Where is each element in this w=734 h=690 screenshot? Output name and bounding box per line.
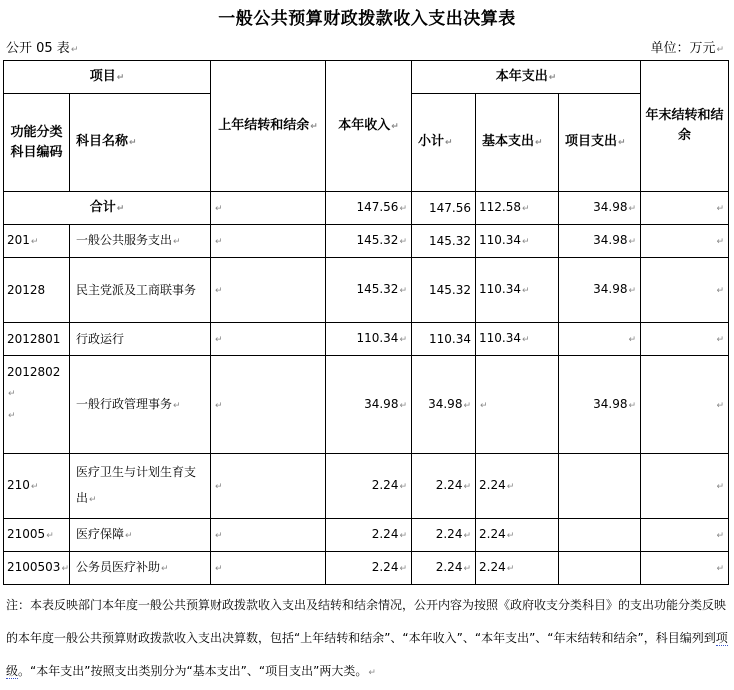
row-code: 20128 <box>4 258 70 323</box>
header-project: 项目支出↵ <box>559 94 641 192</box>
row-name: 一般公共服务支出↵ <box>70 225 211 258</box>
total-row: 合计↵ ↵ 147.56↵ 147.56 112.58↵ 34.98↵ ↵ <box>4 192 729 225</box>
row-income: 34.98↵ <box>326 356 412 454</box>
row-code: 210↵ <box>4 454 70 519</box>
row-project: 34.98↵ <box>559 258 641 323</box>
header-basic: 基本支出↵ <box>476 94 559 192</box>
row-basic: 110.34↵ <box>476 258 559 323</box>
table-row: 2100503↵ 公务员医疗补助↵ ↵ 2.24↵ 2.24↵ 2.24↵ ↵ <box>4 552 729 585</box>
row-project <box>559 519 641 552</box>
table-row: 21005↵ 医疗保障↵ ↵ 2.24↵ 2.24↵ 2.24↵ ↵ <box>4 519 729 552</box>
row-income: 2.24↵ <box>326 552 412 585</box>
row-project: 34.98↵ <box>559 225 641 258</box>
row-basic: 110.34↵ <box>476 323 559 356</box>
total-basic: 112.58↵ <box>476 192 559 225</box>
row-income: 2.24↵ <box>326 454 412 519</box>
table-row: 201↵ 一般公共服务支出↵ ↵ 145.32↵ 145.32 110.34↵ 34.98↵ ↵ <box>4 225 729 258</box>
row-basic: ↵ <box>476 356 559 454</box>
table-number: 公开 05 表↵ <box>6 41 79 56</box>
row-basic: 2.24↵ <box>476 454 559 519</box>
unit-label: 单位：万元↵ <box>650 41 724 56</box>
footnote: 注：本表反映部门本年度一般公共预算财政拨款收入支出及结转和结余情况，公开内容为按照《政府收支分类科目》的支出功能分类反映的本年度一般公共预算财政拨款收入支出决算数，包括“上年结转和结余”、“本年收入”、“本年支出”、“年末结转和结余”，科目编列到项级。“本年支出”按照支出类别分为“基本支出”、“项目支出”两大类。↵ <box>6 598 728 678</box>
total-label: 合计↵ <box>4 192 211 225</box>
header-subject-name: 科目名称↵ <box>70 94 211 192</box>
underlined-term: 项级 <box>6 631 728 678</box>
header-row-1 <box>4 61 729 94</box>
row-code: 21005↵ <box>4 519 70 552</box>
row-subtotal: 2.24↵ <box>412 454 476 519</box>
row-income: 110.34↵ <box>326 323 412 356</box>
row-name: 公务员医疗补助↵ <box>70 552 211 585</box>
total-subtotal: 147.56 <box>412 192 476 225</box>
row-subtotal: 2.24↵ <box>412 552 476 585</box>
row-basic: 110.34↵ <box>476 225 559 258</box>
row-code: 2012802 ↵ ↵ <box>4 356 70 454</box>
row-income: 2.24↵ <box>326 519 412 552</box>
header-func-code: 功能分类科目编码 <box>4 94 70 192</box>
row-name: 一般行政管理事务↵ <box>70 356 211 454</box>
row-income: 145.32↵ <box>326 225 412 258</box>
total-project: 34.98↵ <box>559 192 641 225</box>
row-subtotal: 145.32 <box>412 258 476 323</box>
row-name: 民主党派及工商联事务 <box>70 258 211 323</box>
table-row: 2012801 行政运行 ↵ 110.34↵ 110.34 110.34↵ ↵ ↵ <box>4 323 729 356</box>
row-income: 145.32↵ <box>326 258 412 323</box>
para-mark: ↵ <box>70 45 79 55</box>
header-subtotal: 小计↵ <box>412 94 476 192</box>
table-row: 2012802 ↵ ↵ 一般行政管理事务↵ ↵ 34.98↵ 34.98↵ ↵ 34.98↵ ↵ <box>4 356 729 454</box>
row-subtotal: 110.34 <box>412 323 476 356</box>
header-year-end-balance: 年末结转和结余 <box>641 61 729 192</box>
header-income: 本年收入↵ <box>326 61 412 192</box>
total-income: 147.56↵ <box>326 192 412 225</box>
row-project <box>559 552 641 585</box>
header-item: 项目↵ <box>4 61 211 94</box>
para-mark: ↵ <box>716 45 724 55</box>
table-row: 210↵ 医疗卫生与计划生育支出↵ ↵ 2.24↵ 2.24↵ 2.24↵ ↵ <box>4 454 729 519</box>
row-name: 医疗卫生与计划生育支出↵ <box>70 454 211 519</box>
header-expenditure: 本年支出↵ <box>412 61 641 94</box>
row-name: 行政运行 <box>70 323 211 356</box>
row-code: 201↵ <box>4 225 70 258</box>
row-code: 2100503↵ <box>4 552 70 585</box>
row-project: ↵ <box>559 323 641 356</box>
row-basic: 2.24↵ <box>476 519 559 552</box>
row-subtotal: 2.24↵ <box>412 519 476 552</box>
row-basic: 2.24↵ <box>476 552 559 585</box>
page-title: 一般公共预算财政拨款收入支出决算表 <box>218 9 516 29</box>
row-project <box>559 454 641 519</box>
row-project: 34.98↵ <box>559 356 641 454</box>
row-code: 2012801 <box>4 323 70 356</box>
row-subtotal: 145.32 <box>412 225 476 258</box>
table-row: 20128 民主党派及工商联事务 ↵ 145.32↵ 145.32 110.34↵ 34.98↵ ↵ <box>4 258 729 323</box>
budget-table <box>3 60 729 585</box>
row-subtotal: 34.98↵ <box>412 356 476 454</box>
row-name: 医疗保障↵ <box>70 519 211 552</box>
header-last-year-balance: 上年结转和结余↵ <box>211 61 326 192</box>
